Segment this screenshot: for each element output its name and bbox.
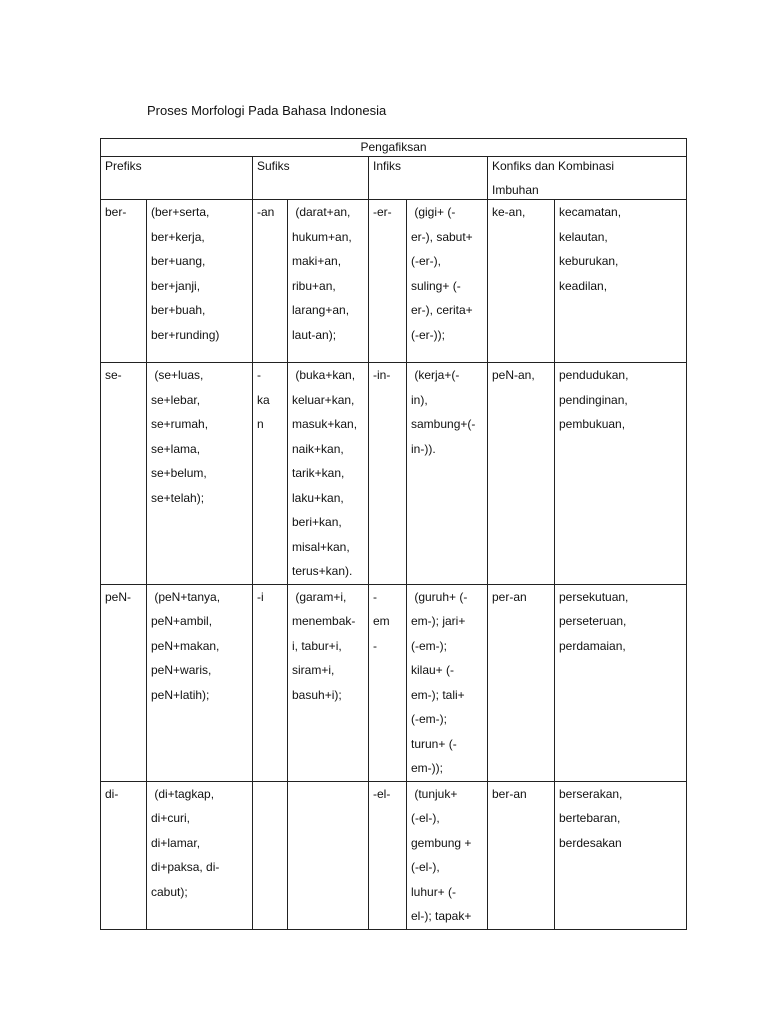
infix-examples-line: (-el-), (411, 860, 440, 874)
prefix-label: se- (105, 368, 122, 382)
prefix-examples-cell (147, 363, 253, 585)
suffix-examples-line: naik+kan, (292, 441, 344, 456)
column-header-row (101, 157, 687, 200)
confix-examples-cell (555, 781, 687, 929)
confix-examples-line: pembukuan, (559, 417, 626, 431)
prefix-label-cell (101, 781, 147, 929)
confix-examples-line: keburukan, (559, 254, 619, 268)
header-infiks: Infiks (369, 157, 488, 200)
suffix-examples-line: laut-an); (292, 327, 337, 342)
confix-label: peN-an, (492, 368, 535, 382)
infix-examples-line: in-)). (411, 441, 436, 456)
confix-examples-line: kelautan, (559, 229, 608, 244)
infix-examples-line: (gigi+ (- (411, 205, 456, 219)
suffix-examples-cell (288, 200, 369, 363)
infix-examples-line: (guruh+ (- (411, 589, 468, 604)
prefix-examples-line: (se+luas, (151, 368, 204, 382)
suffix-label-line: -an (257, 205, 275, 219)
prefix-examples-line: ber+kerja, (151, 229, 205, 244)
infix-examples-line: em-); jari+ (411, 614, 466, 628)
infix-label-line: em (373, 614, 390, 628)
confix-examples-line: perseteruan, (559, 614, 627, 628)
suffix-examples-line: (buka+kan, (292, 368, 356, 382)
confix-label-cell (488, 200, 555, 363)
infix-examples-cell (407, 200, 488, 363)
suffix-examples-line: masuk+kan, (292, 417, 358, 431)
confix-examples-line: berdesakan (559, 835, 622, 850)
suffix-examples-line: siram+i, (292, 663, 335, 677)
infix-examples-cell (407, 363, 488, 585)
infix-label-line: - (373, 638, 377, 653)
header-sufiks: Sufiks (253, 157, 369, 200)
prefix-examples-line: se+telah); (151, 490, 205, 505)
confix-examples-line: pendinginan, (559, 392, 628, 407)
affixation-table (100, 138, 687, 930)
group-header-row (101, 139, 687, 157)
prefix-label: ber- (105, 205, 127, 219)
infix-label-cell (369, 584, 407, 781)
prefix-examples-line: peN+ambil, (151, 614, 213, 628)
suffix-examples-line: menembak- (292, 614, 356, 628)
suffix-examples-cell (288, 781, 369, 929)
header-konfiks-line2: Imbuhan (492, 183, 539, 197)
suffix-examples-line: beri+kan, (292, 515, 342, 529)
prefix-examples-line: (ber+serta, (151, 205, 210, 219)
prefix-examples-cell (147, 584, 253, 781)
infix-examples-line: em-)); (411, 761, 443, 775)
confix-examples-line: perdamaian, (559, 638, 626, 653)
infix-label-line: -er- (373, 205, 392, 219)
suffix-label-line: - (257, 368, 261, 382)
prefix-examples-line: se+belum, (151, 466, 207, 480)
infix-label-cell (369, 200, 407, 363)
infix-label-cell (369, 781, 407, 929)
confix-label: per-an (492, 589, 527, 604)
infix-examples-line: em-); tali+ (411, 687, 465, 702)
confix-label-cell (488, 781, 555, 929)
document-title: Proses Morfologi Pada Bahasa Indonesia (147, 103, 387, 118)
suffix-examples-line: i, tabur+i, (292, 638, 342, 653)
suffix-examples-line: hukum+an, (292, 229, 352, 244)
confix-examples-line: persekutuan, (559, 589, 629, 604)
suffix-examples-line: (darat+an, (292, 205, 351, 219)
prefix-examples-line: ber+uang, (151, 254, 206, 268)
infix-examples-line: (-er-)); (411, 327, 445, 342)
prefix-examples-cell (147, 200, 253, 363)
infix-examples-line: (-er-), (411, 254, 441, 268)
infix-examples-line: gembung + (411, 835, 472, 850)
prefix-label-cell (101, 584, 147, 781)
suffix-label-line: ka (257, 392, 270, 407)
infix-examples-line: er-), cerita+ (411, 303, 473, 317)
suffix-label-cell (253, 781, 288, 929)
prefix-examples-line: se+lama, (151, 441, 201, 456)
suffix-examples-line: keluar+kan, (292, 392, 355, 407)
infix-examples-line: suling+ (- (411, 278, 461, 293)
prefix-examples-line: peN+latih); (151, 687, 210, 702)
infix-examples-line: er-), sabut+ (411, 229, 473, 244)
confix-examples-line: keadilan, (559, 278, 608, 293)
confix-label-cell (488, 584, 555, 781)
header-konfiks (488, 157, 687, 200)
infix-examples-line: (kerja+(- (411, 368, 460, 382)
infix-examples-line: turun+ (- (411, 736, 457, 751)
prefix-examples-cell (147, 781, 253, 929)
confix-examples-cell (555, 363, 687, 585)
suffix-examples-line: tarik+kan, (292, 466, 345, 480)
group-header-pengafiksan: Pengafiksan (101, 139, 687, 157)
infix-label-line: -el- (373, 786, 391, 801)
prefix-examples-line: di+lamar, (151, 835, 201, 850)
suffix-label-line: n (257, 417, 264, 431)
prefix-examples-line: ber+runding) (151, 327, 220, 342)
prefix-examples-line: ber+buah, (151, 303, 206, 317)
infix-examples-line: (-em-); (411, 712, 447, 726)
suffix-label-cell (253, 363, 288, 585)
infix-examples-line: kilau+ (- (411, 663, 455, 677)
infix-examples-line: in), (411, 392, 428, 407)
suffix-examples-line: ribu+an, (292, 278, 336, 293)
infix-label-line: - (373, 589, 377, 604)
suffix-label-cell (253, 200, 288, 363)
prefix-examples-line: di+curi, (151, 811, 191, 825)
infix-examples-cell (407, 584, 488, 781)
prefix-examples-line: di+paksa, di- (151, 860, 220, 874)
table-row (101, 200, 687, 363)
prefix-examples-line: cabut); (151, 884, 188, 899)
prefix-examples-line: peN+waris, (151, 663, 212, 677)
infix-label-line: -in- (373, 368, 391, 382)
prefix-examples-line: (peN+tanya, (151, 589, 221, 604)
prefix-label: peN- (105, 589, 132, 604)
suffix-label-line: -i (257, 589, 264, 604)
suffix-examples-cell (288, 363, 369, 585)
suffix-examples-line: larang+an, (292, 303, 350, 317)
confix-label: ber-an (492, 786, 527, 801)
confix-examples-line: kecamatan, (559, 205, 622, 219)
infix-examples-line: sambung+(- (411, 417, 476, 431)
suffix-examples-line: laku+kan, (292, 490, 344, 505)
confix-examples-cell (555, 200, 687, 363)
confix-examples-line: berserakan, (559, 786, 623, 801)
suffix-examples-line: maki+an, (292, 254, 342, 268)
prefix-label-cell (101, 200, 147, 363)
table-row (101, 781, 687, 929)
suffix-examples-cell (288, 584, 369, 781)
infix-label-cell (369, 363, 407, 585)
prefix-label: di- (105, 786, 119, 801)
prefix-examples-line: (di+tagkap, (151, 786, 215, 801)
prefix-examples-line: ber+janji, (151, 278, 201, 293)
confix-label: ke-an, (492, 205, 526, 219)
confix-examples-line: pendudukan, (559, 368, 629, 382)
infix-examples-cell (407, 781, 488, 929)
infix-examples-line: (-em-); (411, 638, 447, 653)
infix-examples-line: (-el-), (411, 811, 440, 825)
suffix-examples-line: (garam+i, (292, 589, 347, 604)
prefix-examples-line: peN+makan, (151, 638, 220, 653)
infix-examples-line: luhur+ (- (411, 884, 457, 899)
confix-examples-cell (555, 584, 687, 781)
prefix-examples-line: se+lebar, (151, 392, 201, 407)
table-row (101, 584, 687, 781)
suffix-examples-line: misal+kan, (292, 539, 350, 554)
confix-label-cell (488, 363, 555, 585)
header-prefiks: Prefiks (101, 157, 253, 200)
suffix-examples-line: terus+kan). (292, 564, 353, 578)
prefix-examples-line: se+rumah, (151, 417, 209, 431)
suffix-label-cell (253, 584, 288, 781)
table-row (101, 363, 687, 585)
header-konfiks-line1: Konfiks dan Kombinasi (492, 159, 615, 173)
suffix-examples-line: basuh+i); (292, 687, 342, 702)
infix-examples-line: (tunjuk+ (411, 786, 458, 801)
confix-examples-line: bertebaran, (559, 811, 621, 825)
prefix-label-cell (101, 363, 147, 585)
infix-examples-line: el-); tapak+ (411, 909, 472, 923)
